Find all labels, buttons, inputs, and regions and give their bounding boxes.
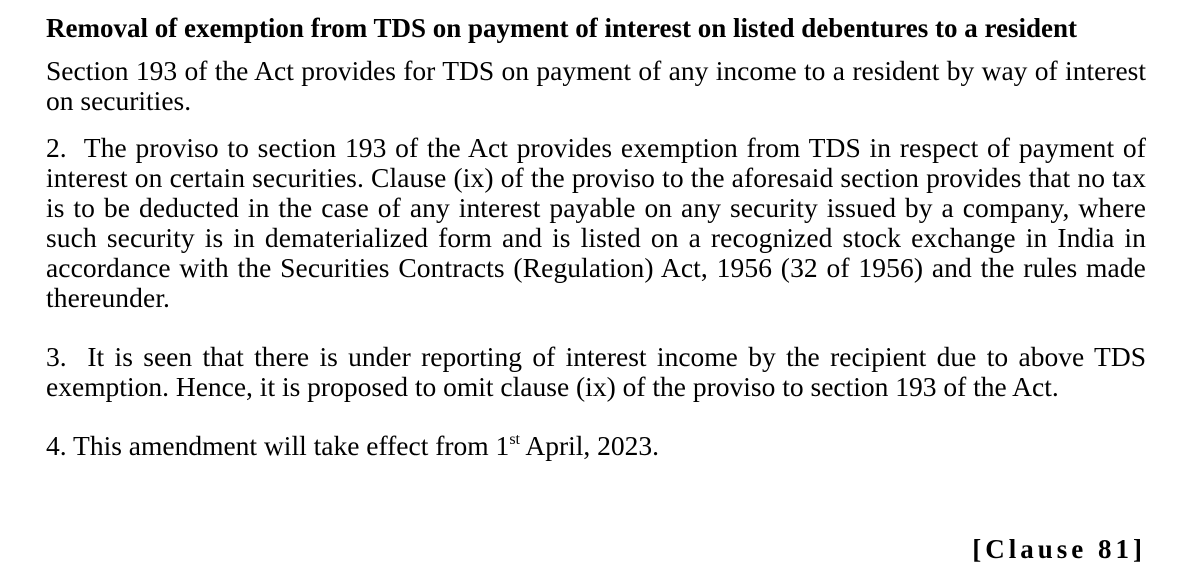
paragraph-1 — [46, 56, 1146, 116]
paragraph-4-number: 4. — [46, 430, 67, 461]
paragraph-4-text-after: April, 2023. — [519, 430, 660, 461]
clause-reference: [Clause 81] — [972, 534, 1146, 564]
paragraph-3-number: 3. — [46, 341, 67, 372]
section-heading: Removal of exemption from TDS on payment of interest on listed debentures to a resident — [46, 13, 1077, 43]
paragraph-2 — [46, 133, 1146, 313]
paragraph-3-text: It is seen that there is under reporting of interest income by the recipient due to above TDS exemption. Hence, it is proposed to omit clause (ix) of the proviso to section 193 of the Act. — [46, 341, 1146, 402]
paragraph-2-text: The proviso to section 193 of the Act provides exemption from TDS in respect of payment of interest on certain securities. Clause (ix) of the proviso to the aforesaid section provides that no tax is to be deducted in the case of any interest payable on any security issued by a company, where such security is in dematerialized form and is listed on a recognized stock exchange in India in accordance with the Securities Contracts (Regulation) Act, 1956 (32 of 1956) and the rules made thereunder. — [46, 132, 1147, 313]
ordinal-superscript: st — [509, 431, 520, 448]
paragraph-4-text-before: This amendment will take effect from 1 — [73, 430, 510, 461]
paragraph-2-number: 2. — [46, 132, 67, 163]
paragraph-3 — [46, 342, 1146, 402]
paragraph-1-text: Section 193 of the Act provides for TDS on payment of any income to a resident by way of interest on securities. — [46, 55, 1146, 116]
document-body — [46, 14, 1146, 461]
paragraph-4 — [46, 431, 1146, 461]
